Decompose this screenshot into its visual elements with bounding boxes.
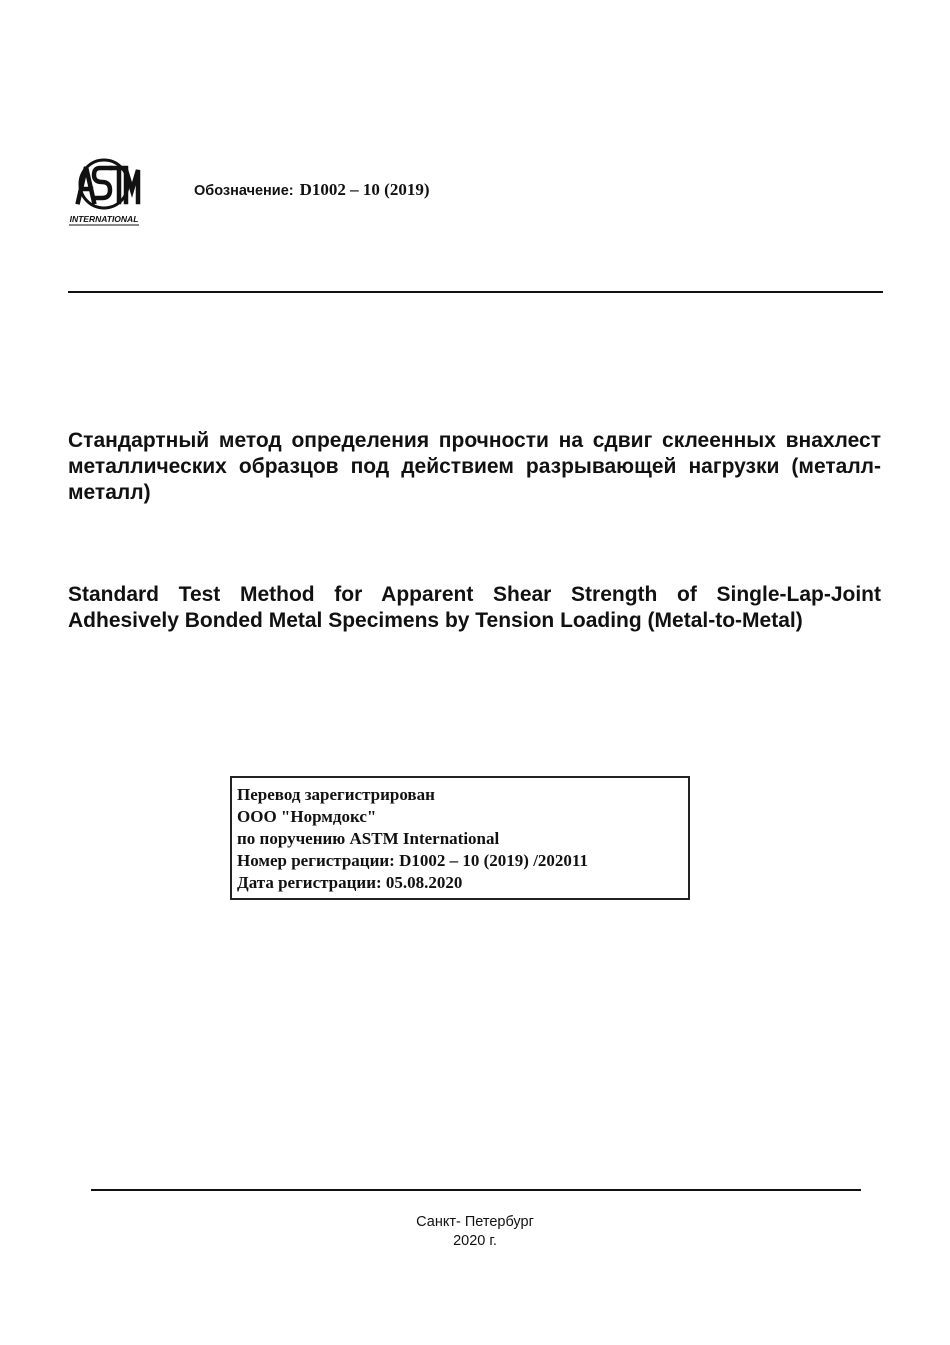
registration-line-number: Номер регистрации: D1002 – 10 (2019) /202011: [237, 851, 588, 870]
title-english: Standard Test Method for Apparent Shear Strength of Single-Lap-Joint Adhesively Bonded Metal Specimens by Tension Loading (Metal-to-Metal): [68, 583, 881, 632]
top-divider: [68, 291, 883, 293]
title-russian: Стандартный метод определения прочности на сдвиг склеенных внахлест металлических образцов под действием разрывающей нагрузки (металл-металл): [68, 429, 881, 504]
logo-wordmark: INTERNATIONAL: [69, 214, 139, 224]
registration-box: [230, 776, 690, 900]
designation: [194, 180, 429, 200]
designation-label: Обозначение:: [194, 183, 294, 199]
footer-year: 2020 г.: [453, 1233, 497, 1249]
astm-logo: [66, 158, 142, 228]
footer-city: Санкт- Петербург: [416, 1214, 534, 1230]
astm-logo-icon: [66, 158, 142, 228]
registration-line-commission: по поручению ASTM International: [237, 829, 500, 848]
bottom-divider: [91, 1189, 861, 1191]
registration-line-company: ООО "Нормдокс": [237, 807, 377, 826]
registration-line-date: Дата регистрации: 05.08.2020: [237, 873, 463, 892]
registration-line-translation: Перевод зарегистрирован: [237, 785, 435, 804]
designation-number: D1002 – 10 (2019): [299, 180, 430, 199]
